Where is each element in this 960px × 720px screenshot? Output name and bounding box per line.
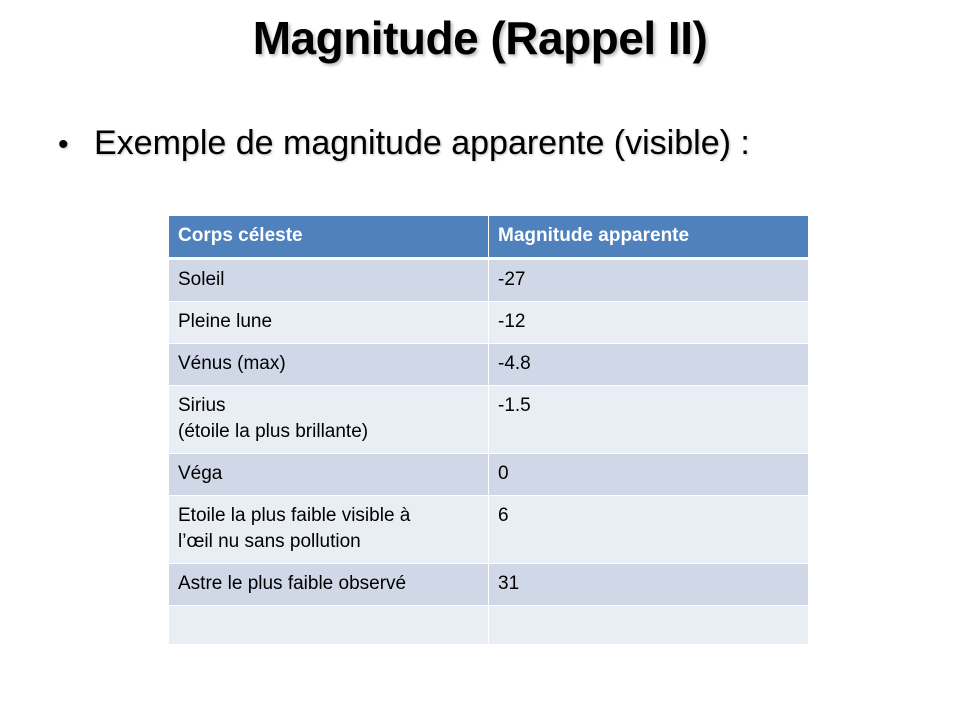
- table-row-empty: [169, 606, 809, 645]
- header-apparent-magnitude: Magnitude apparente: [489, 216, 809, 259]
- cell-magnitude: 31: [489, 564, 809, 606]
- bullet-item: [58, 118, 938, 170]
- header-celestial-body: Corps céleste: [169, 216, 489, 259]
- body-name: Pleine lune: [178, 311, 273, 332]
- table-row: [169, 386, 809, 454]
- table-row: [169, 454, 809, 496]
- cell-magnitude: 6: [489, 496, 809, 564]
- table-row: [169, 259, 809, 302]
- cell-magnitude: -12: [489, 302, 809, 344]
- table-row: [169, 302, 809, 344]
- body-name: Soleil: [178, 269, 225, 290]
- table-header-row: [169, 216, 809, 259]
- body-name: Vénus (max): [178, 353, 286, 374]
- body-note: l’œil nu sans pollution: [178, 531, 361, 552]
- cell-magnitude: -27: [489, 259, 809, 302]
- body-name: Sirius: [178, 395, 226, 416]
- slide-title: Magnitude (Rappel II): [252, 12, 708, 64]
- cell-body: [169, 564, 489, 606]
- table-row: [169, 564, 809, 606]
- table-row: [169, 344, 809, 386]
- cell-body: [169, 386, 489, 454]
- body-name: Véga: [178, 463, 223, 484]
- cell-body: [169, 606, 489, 645]
- bullet-text: Exemple de magnitude apparente (visible) :: [94, 124, 750, 162]
- cell-body: [169, 344, 489, 386]
- body-name: Etoile la plus faible visible à: [178, 505, 411, 526]
- cell-body: [169, 302, 489, 344]
- table-row: [169, 496, 809, 564]
- magnitude-table: [168, 215, 809, 645]
- body-name: Astre le plus faible observé: [178, 573, 407, 594]
- bullet-icon: •: [58, 128, 69, 161]
- cell-magnitude: [489, 606, 809, 645]
- cell-magnitude: 0: [489, 454, 809, 496]
- cell-magnitude: -1.5: [489, 386, 809, 454]
- cell-body: [169, 454, 489, 496]
- cell-magnitude: -4.8: [489, 344, 809, 386]
- cell-body: [169, 259, 489, 302]
- cell-body: [169, 496, 489, 564]
- body-note: (étoile la plus brillante): [178, 421, 369, 442]
